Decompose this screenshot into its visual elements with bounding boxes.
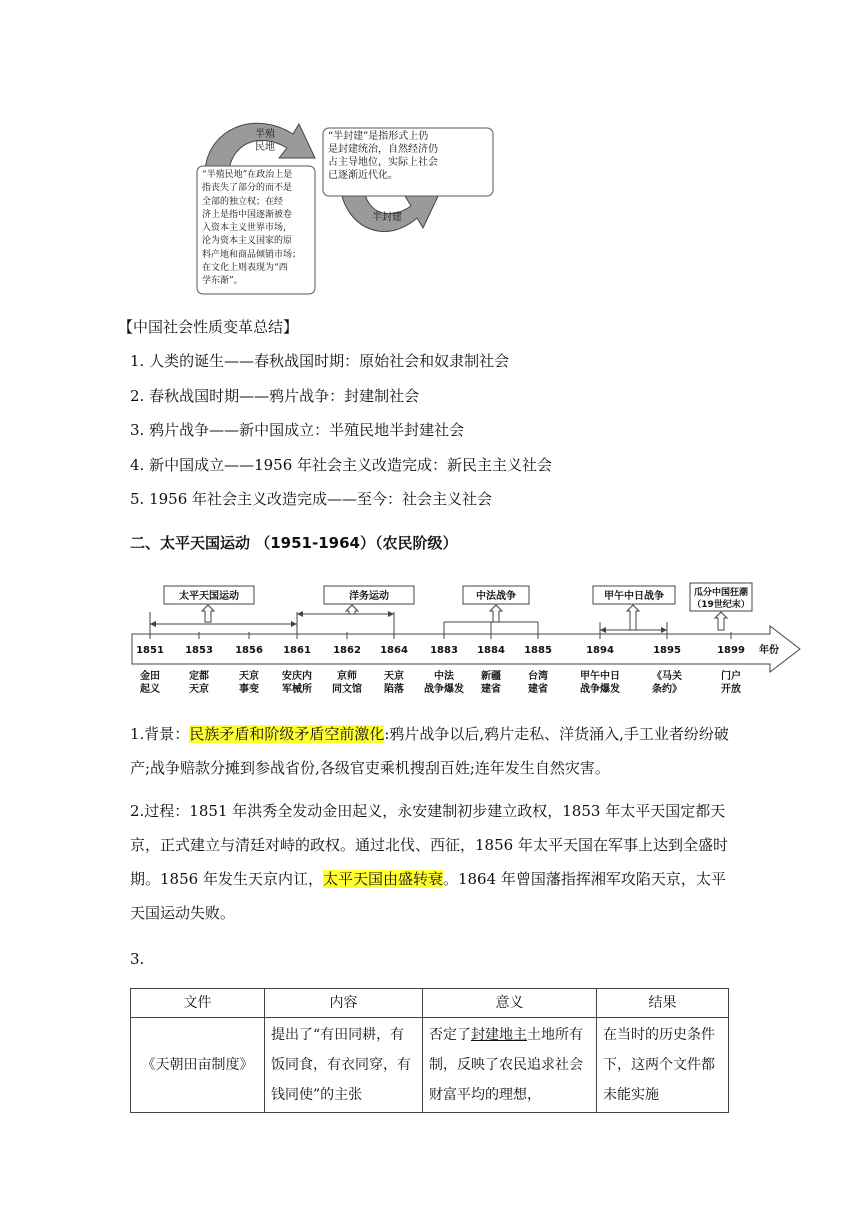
text-line: 指丧失了部分的而不是 <box>202 183 293 194</box>
event-label: 中法 <box>434 671 454 682</box>
event-label: 战争爆发 <box>580 684 620 695</box>
event-label: 门户 <box>721 671 741 682</box>
year-label: 1853 <box>185 645 213 656</box>
up-arrow <box>715 612 727 630</box>
range-arrowhead <box>661 627 667 633</box>
event-label: 安庆内 <box>282 671 312 682</box>
summary-item: 5. 1956 年社会主义改造完成——至今：社会主义社会 <box>130 490 493 508</box>
year-label: 1861 <box>283 645 311 656</box>
year-label: 1851 <box>136 645 164 656</box>
event-label: 建省 <box>481 684 501 695</box>
table-row <box>131 1018 729 1113</box>
item3-label: 3. <box>130 950 145 968</box>
event-label: 军械所 <box>282 684 312 695</box>
timeline-arrow <box>132 626 800 672</box>
doc-name: 《天朝田亩制度》 <box>141 1057 254 1073</box>
text-line: 入资本主义世界市场， <box>202 223 293 234</box>
event-label: 条约》 <box>652 684 682 695</box>
event-label: 台湾 <box>528 671 548 682</box>
event-label: 战争爆发 <box>424 684 464 695</box>
year-label: 1885 <box>524 645 552 656</box>
timeline-chart <box>130 578 805 700</box>
text-line: 占主导地位，实际上社会 <box>328 157 438 168</box>
timeline-header-label: （19世纪末） <box>692 600 750 610</box>
year-label: 1856 <box>235 645 263 656</box>
year-label: 1883 <box>430 645 458 656</box>
event-label: 事变 <box>239 684 259 695</box>
text-line: 已逐渐近代化。 <box>328 170 398 181</box>
year-label: 1864 <box>380 645 408 656</box>
documents-table <box>130 988 729 1113</box>
up-arrow <box>490 605 502 622</box>
event-label: 甲午中日 <box>580 671 620 682</box>
timeline-header-label: 瓜分中国狂潮 <box>693 588 749 598</box>
result-cell <box>597 1018 729 1113</box>
text-line: 学东渐”。 <box>202 276 243 287</box>
timeline-header-label: 甲午中日战争 <box>604 591 664 602</box>
year-unit-label: 年份 <box>759 645 779 656</box>
up-arrow <box>202 605 214 622</box>
summary-heading: 【中国社会性质变革总结】 <box>118 318 299 336</box>
timeline-header-label: 洋务运动 <box>349 591 389 602</box>
event-label: 天京 <box>384 671 404 682</box>
meaning-post: 土地所有制，反映了农民追求社会财富平均的理想， <box>429 1027 583 1103</box>
year-label: 1894 <box>586 645 614 656</box>
event-label: 新疆 <box>481 671 501 682</box>
background-prefix: 1.背景： <box>130 725 190 743</box>
range-arrowhead <box>150 621 156 627</box>
content-cell <box>265 1018 423 1113</box>
summary-item: 3. 鸦片战争——新中国成立：半殖民地半封建社会 <box>130 421 465 439</box>
year-label: 1884 <box>477 645 505 656</box>
meaning-underlined: 封建地主 <box>471 1027 527 1043</box>
process-highlight: 太平天国由盛转衰 <box>322 870 443 888</box>
year-label: 1862 <box>333 645 361 656</box>
label-semi-feudal: 半封建 <box>372 212 402 223</box>
section-title: 二、太平天国运动 （1951-1964）（农民阶级） <box>130 534 458 552</box>
text-line: 是封建统治，自然经济仍 <box>328 144 438 155</box>
table-header-row <box>131 989 729 1018</box>
process-part2: 。1864 年曾国藩指挥湘军攻陷天京，太平天国运动失败。 <box>130 870 726 922</box>
event-label: 建省 <box>528 684 548 695</box>
range-arrowhead <box>388 611 394 617</box>
process-paragraph <box>130 794 730 930</box>
range-arrowhead <box>297 611 303 617</box>
background-rest: :鸦片战争以后,鸦片走私、洋货涌入,手工业者纷纷破产;战争赔款分摊到参战省份,各级官吏乘机搜刮百姓;连年发生自然灾害。 <box>130 725 729 777</box>
year-label: 1895 <box>653 645 681 656</box>
semi-feudal-text <box>328 130 492 182</box>
text-line: 全部的独立权；在经 <box>202 196 284 207</box>
up-arrow <box>346 605 358 614</box>
summary-item: 1. 人类的诞生——春秋战国时期：原始社会和奴隶制社会 <box>130 352 510 370</box>
text-line: 料产地和商品倾销市场； <box>202 249 302 260</box>
range-arrowhead <box>291 621 297 627</box>
event-label: 陷落 <box>384 684 404 695</box>
timeline-header-label: 太平天国运动 <box>179 591 239 602</box>
summary-item: 4. 新中国成立——1956 年社会主义改造完成：新民主主义社会 <box>130 456 553 474</box>
text-line: 沦为资本主义国家的原 <box>202 236 293 247</box>
text-line: “半封建”是指形式上仍 <box>328 131 429 142</box>
event-label: 京师 <box>337 671 357 682</box>
timeline-header-label: 中法战争 <box>476 591 516 602</box>
doc-cell <box>131 1018 265 1113</box>
header-cell: 结果 <box>597 989 729 1018</box>
result-text: 在当时的历史条件下，这两个文件都未能实施 <box>603 1027 715 1103</box>
summary-item: 2. 春秋战国时期——鸦片战争：封建制社会 <box>130 387 420 405</box>
header-cell: 文件 <box>131 989 265 1018</box>
range-arrowhead <box>600 627 606 633</box>
event-label: 《马关 <box>652 671 682 682</box>
background-highlight: 民族矛盾和阶级矛盾空前激化 <box>189 725 385 743</box>
text-line: 在文化上则表现为“西 <box>202 263 288 274</box>
process-part1: 2.过程：1851 年洪秀全发动金田起义，永安建制初步建立政权，1853 年太平天国定都天京，正式建立与清廷对峙的政权。通过北伐、西征，1856 年太平天国在军事上达到全盛时期。1856 年发生天京内讧， <box>130 802 728 888</box>
text-line: “半殖民地”在政治上是 <box>202 170 293 180</box>
event-label: 定都 <box>189 671 209 682</box>
event-label: 天京 <box>189 684 209 695</box>
meaning-cell <box>423 1018 597 1113</box>
year-label: 1899 <box>717 645 745 656</box>
label-semi-colonial: 半殖 民地 <box>255 129 275 153</box>
event-label: 同文馆 <box>332 684 362 695</box>
event-label: 金田 <box>140 671 160 682</box>
header-cell: 内容 <box>265 989 423 1018</box>
event-label: 起义 <box>140 684 160 695</box>
content-text: 提出了“有田同耕，有饭同食，有衣同穿，有钱同使”的主张 <box>271 1027 411 1103</box>
header-cell: 意义 <box>423 989 597 1018</box>
semi-colonial-text <box>202 169 316 289</box>
text-line: 济上是指中国逐渐被卷 <box>202 209 293 220</box>
background-paragraph <box>130 717 730 785</box>
event-label: 开放 <box>721 684 741 695</box>
up-arrow <box>627 605 639 630</box>
meaning-pre: 否定了 <box>429 1027 471 1043</box>
event-label: 天京 <box>239 671 259 682</box>
